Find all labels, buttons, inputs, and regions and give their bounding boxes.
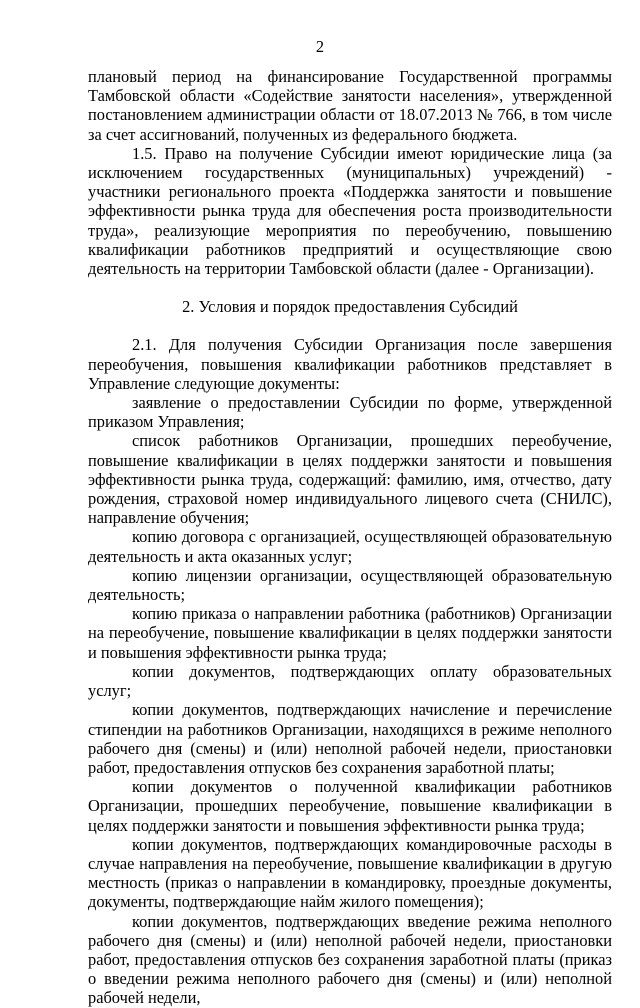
paragraph-continuation: плановый период на финансирование Государственной программы Тамбовской области «Содействие занятости населения», утвержденной постановлением администрации области от 18.07.2013 № 766, в том числе за счет ассигнований, полученных из федерального бюджета. bbox=[88, 67, 612, 144]
document-body bbox=[88, 67, 612, 1008]
list-item-travel-docs: копии документов, подтверждающих командировочные расходы в случае направления на переобучение, повышение квалификации в другую местность (приказ о направлении в командировку, проездные документы, документы, подтверждающие найм жилого помещения); bbox=[88, 834, 612, 912]
list-item-contract-copy: копию договора с организацией, осуществляющей образовательную деятельность и акта оказанных услуг; bbox=[88, 527, 612, 566]
paragraph-1-5: 1.5. Право на получение Субсидии имеют юридические лица (за исключением государственных (муниципальных) учреждений) - участники регионального проекта «Поддержка занятости и повышение эффективности рынка труда для обеспечения роста производительности труда», реализующие мероприятия по переобучению, повышению квалификации работников предприятий и осуществляющие свою деятельность на территории Тамбовской области (далее - Организации). bbox=[88, 143, 612, 279]
paragraph-2-1: 2.1. Для получения Субсидии Организация после завершения переобучения, повышения квалификации работников представляет в Управление следующие документы: bbox=[88, 335, 612, 393]
list-item-license-copy: копию лицензии организации, осуществляющей образовательную деятельность; bbox=[88, 565, 612, 605]
list-item-employee-list: список работников Организации, прошедших переобучение, повышение квалификации в целях поддержки занятости и повышения эффективности рынка труда, содержащий: фамилию, имя, отчество, дату рождения, страховой номер индивидуального лицевого счета (СНИЛС), направление обучения; bbox=[88, 431, 612, 528]
list-item-stipend-docs: копии документов, подтверждающих начисление и перечисление стипендии на работников Организации, находящихся в режиме неполного рабочего дня (смены) и (или) неполной рабочей недели, приостановки работ, предоставления отпусков без сохранения заработной платы; bbox=[88, 700, 612, 777]
section-heading: 2. Условия и порядок предоставления Субсидий bbox=[182, 297, 518, 317]
page-number: 2 bbox=[315, 37, 325, 56]
list-item-payment-docs: копии документов, подтверждающих оплату образовательных услуг; bbox=[88, 661, 612, 701]
list-item-application: заявление о предоставлении Субсидии по форме, утвержденной приказом Управления; bbox=[88, 393, 612, 432]
list-item-order-copy: копию приказа о направлении работника (работников) Организации на переобучение, повышение квалификации в целях поддержки занятости и повышения эффективности рынка труда; bbox=[88, 604, 612, 662]
list-item-qualification-docs: копии документов о полученной квалификации работников Организации, прошедших переобучение, повышение квалификации в целях поддержки занятости и повышения эффективности рынка труда; bbox=[88, 777, 612, 835]
list-item-part-time-docs: копии документов, подтверждающих введение режима неполного рабочего дня (смены) и (или) неполной рабочей недели, приостановки работ, предоставления отпусков без сохранения заработной платы (приказ о введении режима неполного рабочего дня (смены) и (или) неполной рабочей недели, bbox=[88, 911, 612, 1008]
